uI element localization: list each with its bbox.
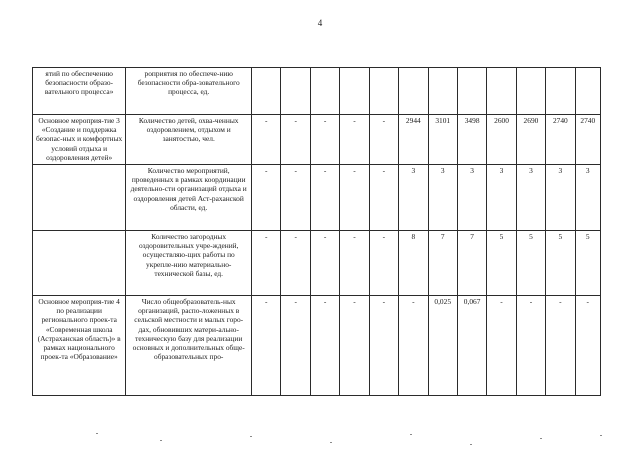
value-cell: 2690	[516, 115, 545, 165]
scan-noise	[0, 430, 640, 452]
measure-cell	[33, 165, 126, 231]
table-row	[33, 68, 601, 115]
value-cell	[487, 68, 516, 115]
value-cell	[428, 68, 457, 115]
value-cell: -	[369, 115, 398, 165]
value-cell: -	[281, 296, 310, 396]
table-row	[33, 115, 601, 165]
value-cell: 2944	[399, 115, 428, 165]
value-cell: 7	[428, 231, 457, 296]
value-cell	[546, 68, 575, 115]
indicator-cell: Количество мероприятий, проведенных в рамках координации деятельно-сти организаций отдыха и оздоровления детей Аст-раханской области, ед.	[126, 165, 252, 231]
value-cell: 3	[399, 165, 428, 231]
value-cell: 8	[399, 231, 428, 296]
value-cell: -	[369, 165, 398, 231]
value-cell: 3	[457, 165, 486, 231]
value-cell: 7	[457, 231, 486, 296]
page-number: 4	[317, 18, 323, 28]
value-cell	[369, 68, 398, 115]
value-cell: -	[310, 115, 339, 165]
value-cell: 3101	[428, 115, 457, 165]
value-cell	[399, 68, 428, 115]
value-cell: -	[340, 296, 369, 396]
value-cell	[516, 68, 545, 115]
value-cell: 5	[575, 231, 600, 296]
value-cell: -	[281, 231, 310, 296]
value-cell: -	[369, 296, 398, 396]
value-cell: 2600	[487, 115, 516, 165]
value-cell: -	[399, 296, 428, 396]
indicator-cell: Количество загородных оздоровительных учре-ждений, осуществляю-щих работы по укрепле-нию материально-технической базы, ед.	[126, 231, 252, 296]
value-cell: -	[516, 296, 545, 396]
value-cell: -	[252, 115, 281, 165]
value-cell	[281, 68, 310, 115]
indicators-table	[32, 67, 601, 396]
value-cell: -	[252, 165, 281, 231]
value-cell: 5	[516, 231, 545, 296]
value-cell	[310, 68, 339, 115]
value-cell	[575, 68, 600, 115]
value-cell: 3	[516, 165, 545, 231]
value-cell	[457, 68, 486, 115]
value-cell: 0,025	[428, 296, 457, 396]
value-cell: 3	[487, 165, 516, 231]
value-cell: -	[340, 231, 369, 296]
value-cell: -	[546, 296, 575, 396]
table-row	[33, 296, 601, 396]
value-cell: -	[369, 231, 398, 296]
indicator-cell: Количество детей, охва-ченных оздоровлением, отдыхом и занятостью, чел.	[126, 115, 252, 165]
value-cell: -	[487, 296, 516, 396]
value-cell: 0,067	[457, 296, 486, 396]
measure-cell: ятий по обеспечению безопасности образо-вательного процесса»	[33, 68, 126, 115]
measure-cell: Основное мероприя-тие 3 «Создание и поддержка безопас-ных и комфортных условий отдыха и оздоровления детей»	[33, 115, 126, 165]
value-cell: -	[340, 165, 369, 231]
value-cell: -	[310, 165, 339, 231]
value-cell: -	[252, 231, 281, 296]
value-cell: -	[310, 296, 339, 396]
measure-cell: Основное мероприя-тие 4 по реализации регионального проек-та «Современная школа (Астраханская область)» в рамках национального проек-та «Образование»	[33, 296, 126, 396]
value-cell: 3	[575, 165, 600, 231]
indicator-cell: роприятия по обеспече-нию безопасности обра-зовательного процесса, ед.	[126, 68, 252, 115]
value-cell: -	[575, 296, 600, 396]
value-cell: -	[281, 115, 310, 165]
value-cell	[340, 68, 369, 115]
value-cell: 5	[487, 231, 516, 296]
table-row	[33, 231, 601, 296]
value-cell: 3	[546, 165, 575, 231]
table-row	[33, 165, 601, 231]
value-cell: -	[252, 296, 281, 396]
value-cell: 2740	[546, 115, 575, 165]
value-cell: 3	[428, 165, 457, 231]
indicator-cell: Число общеобразователь-ных организаций, распо-ложенных в сельской местности и малых горо-дах, обновивших матери-ально-техническую базу для реализации основных и дополнительных обще-образовательных про-	[126, 296, 252, 396]
value-cell: 3498	[457, 115, 486, 165]
value-cell: 5	[546, 231, 575, 296]
value-cell: -	[281, 165, 310, 231]
measure-cell	[33, 231, 126, 296]
value-cell	[252, 68, 281, 115]
value-cell: -	[310, 231, 339, 296]
value-cell: -	[340, 115, 369, 165]
value-cell: 2740	[575, 115, 600, 165]
